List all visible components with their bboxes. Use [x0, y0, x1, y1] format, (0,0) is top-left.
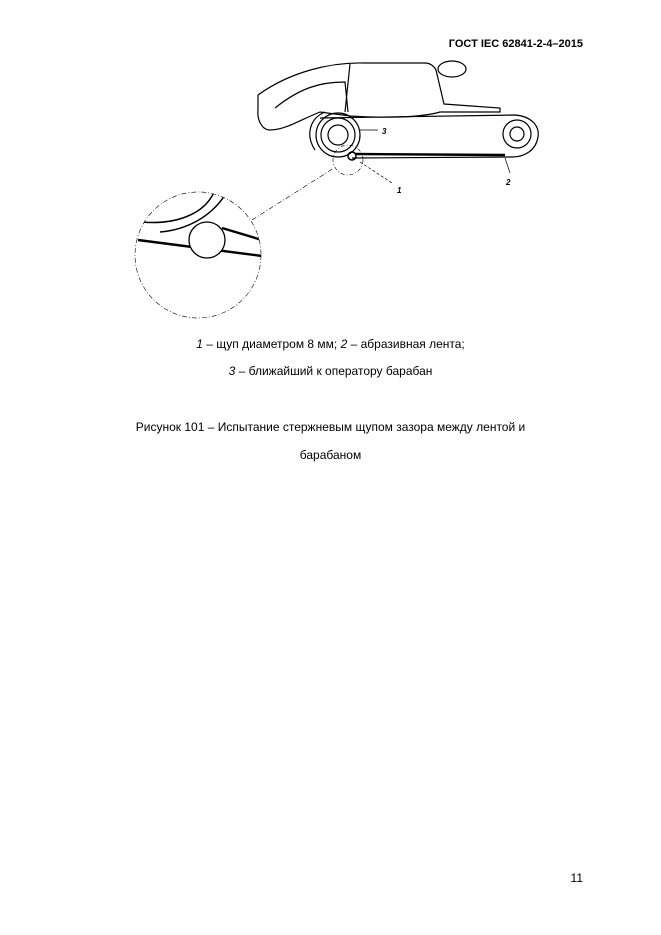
- belt-sander-figure: [0, 0, 661, 330]
- drum-outer: [316, 113, 360, 157]
- drum-hub: [328, 125, 348, 145]
- abrasive-belt: [355, 154, 505, 155]
- front-drum-hub: [510, 127, 524, 141]
- legend-num-3: 3: [228, 364, 236, 378]
- callout-1: 1: [397, 186, 402, 195]
- detail-marker: [333, 145, 363, 175]
- figure-caption-line-2: барабаном: [299, 448, 362, 462]
- leader-2: [505, 158, 510, 173]
- handle-grip-opening: [275, 82, 348, 112]
- legend-text-3: – ближайший к оператору барабан: [235, 364, 433, 378]
- document-header: ГОСТ IEC 62841-2-4–2015: [448, 38, 583, 50]
- detail-probe: [189, 222, 225, 258]
- sander-drawing: [135, 61, 538, 318]
- probe: [348, 152, 356, 160]
- callout-3: 3: [382, 127, 387, 136]
- front-drum: [503, 120, 531, 148]
- callout-2: 2: [506, 178, 511, 187]
- drum-mid: [321, 118, 355, 152]
- legend-num-2: 2: [340, 337, 348, 351]
- leader-1: [360, 162, 392, 183]
- figure-caption-line-1: Рисунок 101 – Испытание стержневым щупом зазора между лентой и: [135, 420, 526, 434]
- legend-line-1: [0, 337, 661, 351]
- front-knob: [438, 61, 466, 77]
- detail-connector: [252, 168, 334, 220]
- legend-num-1: 1: [196, 337, 203, 351]
- legend-text-1: – щуп диаметром 8 мм;: [202, 337, 341, 351]
- page-number: 11: [570, 871, 583, 885]
- detail-contents: [138, 190, 262, 258]
- legend-text-2: – абразивная лента;: [347, 337, 465, 351]
- detail-belt-upper: [222, 228, 262, 240]
- legend-line-2: [0, 364, 661, 378]
